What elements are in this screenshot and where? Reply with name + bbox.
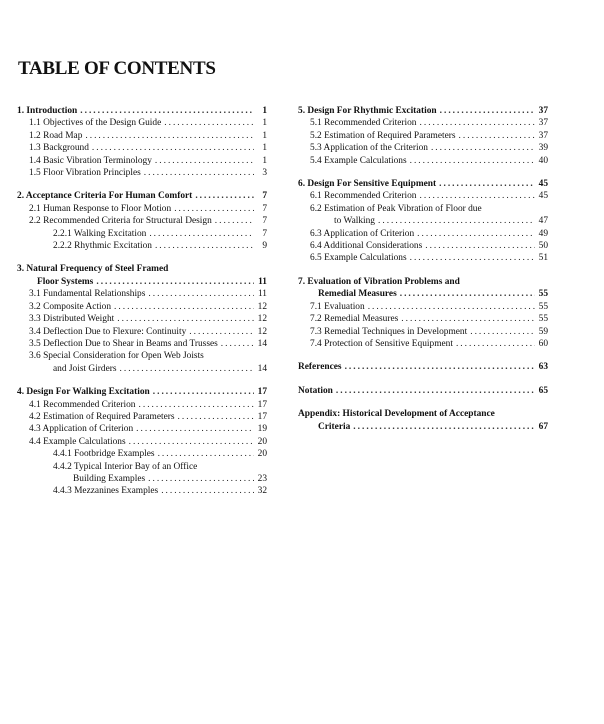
toc-entry-label: 7.3 Remedial Techniques in Development	[310, 326, 468, 337]
dot-leader	[439, 178, 535, 190]
toc-entry[interactable]	[17, 473, 267, 485]
toc-section-heading-page-number: 45	[538, 179, 548, 190]
toc-entry-label: 1.4 Basic Vibration Terminology	[29, 155, 152, 166]
toc-section-heading-label: Appendix: Historical Development of Acceptance	[298, 409, 495, 420]
dot-leader	[120, 363, 254, 375]
toc-section-heading[interactable]	[298, 361, 548, 373]
toc-entry-page-number: 59	[538, 326, 548, 337]
toc-entry[interactable]	[17, 436, 267, 448]
toc-section-heading-page-number: 67	[538, 421, 548, 432]
toc-section-heading-label: 7. Evaluation of Vibration Problems and	[298, 276, 460, 287]
toc-entry-label: 1.1 Objectives of the Design Guide	[29, 118, 162, 129]
toc-section-heading-label: 2. Acceptance Criteria For Human Comfort	[17, 191, 193, 202]
toc-entry-page-number: 12	[257, 326, 267, 337]
toc-section-heading-label: References	[298, 362, 342, 373]
toc-entry-page-number: 9	[262, 241, 267, 252]
toc-entry[interactable]	[298, 190, 548, 202]
toc-entry-page-number: 55	[538, 314, 548, 325]
dot-leader	[139, 399, 255, 411]
toc-entry[interactable]	[17, 155, 267, 167]
toc-entry-page-number: 17	[257, 399, 267, 410]
dot-leader	[158, 448, 254, 460]
toc-entry-page-number: 32	[257, 486, 267, 497]
dot-leader	[161, 485, 254, 497]
toc-entry[interactable]	[298, 130, 548, 142]
dot-leader	[345, 361, 535, 373]
toc-entry[interactable]	[17, 203, 267, 215]
toc-entry[interactable]	[17, 167, 267, 179]
toc-entry-label: 2.2.1 Walking Excitation	[53, 228, 147, 239]
toc-section	[17, 190, 267, 252]
toc-entry[interactable]	[17, 363, 267, 375]
toc-entry[interactable]	[17, 485, 267, 497]
toc-section-heading[interactable]	[298, 288, 548, 300]
toc-section	[298, 276, 548, 350]
toc-entry-page-number: 40	[538, 155, 548, 166]
toc-entry-page-number: 3	[262, 168, 267, 179]
toc-entry[interactable]	[17, 215, 267, 227]
dot-leader	[174, 203, 254, 215]
toc-entry-label: 1.3 Background	[29, 143, 89, 154]
toc-entry-label: 6.1 Recommended Criterion	[310, 191, 417, 202]
toc-section-heading-label-line	[298, 408, 548, 420]
toc-section-heading-label: 3. Natural Frequency of Steel Framed	[17, 264, 169, 275]
toc-section	[298, 105, 548, 167]
toc-entry[interactable]	[17, 142, 267, 154]
toc-section-heading-page-number: 55	[538, 289, 548, 300]
toc-entry-label: 6.4 Additional Considerations	[310, 241, 423, 252]
toc-section-heading[interactable]	[17, 386, 267, 398]
dot-leader	[470, 326, 535, 338]
toc-entry-label: 7.4 Protection of Sensitive Equipment	[310, 338, 453, 349]
toc-entry[interactable]	[298, 313, 548, 325]
toc-entry-page-number: 45	[538, 191, 548, 202]
toc-entry[interactable]	[298, 228, 548, 240]
toc-entry-page-number: 20	[257, 436, 267, 447]
toc-section-heading-label: 6. Design For Sensitive Equipment	[298, 179, 437, 190]
dot-leader	[129, 436, 254, 448]
toc-entry-label-continued: and Joist Girders	[53, 363, 117, 374]
dot-leader	[136, 423, 254, 435]
toc-section-heading-label: Notation	[298, 385, 333, 396]
toc-entry[interactable]	[17, 130, 267, 142]
dot-leader	[440, 105, 535, 117]
toc-section-heading[interactable]	[17, 105, 267, 117]
toc-entry-page-number: 23	[257, 473, 267, 484]
toc-entry[interactable]	[298, 142, 548, 154]
dot-leader	[148, 473, 254, 485]
dot-leader	[353, 421, 535, 433]
toc-entry-label: 2.2.2 Rhythmic Excitation	[53, 241, 152, 252]
toc-entry[interactable]	[17, 448, 267, 460]
toc-entry[interactable]	[17, 411, 267, 423]
toc-entry-page-number: 12	[257, 314, 267, 325]
toc-section-heading-label: 5. Design For Rhythmic Excitation	[298, 106, 437, 116]
toc-section-heading-page-number: 65	[538, 385, 548, 396]
toc-entry-label: 7.1 Evaluation	[310, 301, 365, 312]
dot-leader	[195, 190, 254, 202]
toc-entry-page-number: 17	[257, 411, 267, 422]
toc-entry-page-number: 1	[262, 130, 267, 141]
toc-section-heading[interactable]	[298, 385, 548, 397]
toc-entry-page-number: 50	[538, 241, 548, 252]
toc-entry[interactable]	[298, 338, 548, 350]
toc-entry-label: 4.4.3 Mezzanines Examples	[53, 486, 159, 497]
toc-entry[interactable]	[17, 326, 267, 338]
toc-entry-page-number: 49	[538, 228, 548, 239]
toc-left-column	[17, 105, 267, 509]
toc-section-heading[interactable]	[17, 190, 267, 202]
toc-entry-label: 4.4 Example Calculations	[29, 436, 126, 447]
toc-section-heading-page-number: 11	[258, 276, 267, 287]
toc-section	[17, 105, 267, 179]
toc-entry-label: 6.5 Example Calculations	[310, 253, 407, 264]
toc-section-heading-page-number: 63	[538, 362, 548, 373]
dot-leader	[149, 228, 254, 240]
toc-entry-page-number: 37	[538, 118, 548, 129]
toc-entry-label-continued: Building Examples	[73, 473, 146, 484]
toc-entry[interactable]	[298, 326, 548, 338]
dot-leader	[400, 288, 535, 300]
toc-entry-label: 3.3 Distributed Weight	[29, 314, 115, 325]
toc-entry-label: 5.1 Recommended Criterion	[310, 118, 417, 129]
dot-leader	[378, 215, 535, 227]
dot-leader	[178, 411, 254, 423]
toc-entry-label: 3.2 Composite Action	[29, 301, 112, 312]
toc-entry-page-number: 11	[257, 289, 267, 300]
toc-entry-label: 1.2 Road Map	[29, 130, 83, 141]
toc-entry[interactable]	[298, 155, 548, 167]
toc-entry-label: 3.1 Fundamental Relationships	[29, 289, 146, 300]
toc-entry-label: 4.1 Recommended Criterion	[29, 399, 136, 410]
toc-entry-page-number: 55	[538, 301, 548, 312]
dot-leader	[189, 326, 254, 338]
toc-section	[17, 386, 267, 498]
dot-leader	[420, 117, 536, 129]
toc-entry-label: 5.4 Example Calculations	[310, 155, 407, 166]
dot-leader	[420, 190, 536, 202]
toc-section	[298, 361, 548, 373]
toc-entry-label-line	[17, 461, 267, 473]
toc-entry-page-number: 20	[257, 449, 267, 460]
toc-section	[17, 263, 267, 375]
toc-entry[interactable]	[17, 228, 267, 240]
toc-section-heading-page-number: 37	[538, 106, 548, 116]
dot-leader	[401, 313, 535, 325]
toc-entry-label: 4.2 Estimation of Required Parameters	[29, 411, 175, 422]
toc-entry-label-continued: to Walking	[334, 216, 375, 227]
toc-entry[interactable]	[17, 338, 267, 350]
toc-entry-page-number: 14	[257, 363, 267, 374]
dot-leader	[417, 228, 535, 240]
dot-leader	[459, 130, 535, 142]
toc-section	[298, 385, 548, 397]
toc-entry-page-number: 60	[538, 338, 548, 349]
toc-entry-label: 2.2 Recommended Criteria for Structural Design	[29, 216, 212, 227]
toc-entry-label: 4.3 Application of Criterion	[29, 424, 134, 435]
toc-section	[298, 178, 548, 265]
toc-entry-label: 5.3 Application of the Criterion	[310, 143, 428, 154]
toc-entry[interactable]	[17, 117, 267, 129]
toc-entry[interactable]	[17, 399, 267, 411]
toc-entry-label: 3.6 Special Consideration for Open Web Joists	[29, 351, 204, 362]
dot-leader	[117, 313, 254, 325]
toc-section	[298, 408, 548, 433]
toc-entry-label: 3.5 Deflection Due to Shear in Beams and Trusses	[29, 338, 218, 349]
toc-entry-label: 4.4.2 Typical Interior Bay of an Office	[53, 461, 198, 472]
toc-section-heading-label: 1. Introduction	[17, 106, 78, 116]
toc-entry-label: 7.2 Remedial Measures	[310, 314, 399, 325]
toc-entry[interactable]	[17, 301, 267, 313]
toc-section-heading-label-continued: Criteria	[318, 421, 351, 432]
toc-section-heading-label-continued: Floor Systems	[37, 276, 94, 287]
toc-entry[interactable]	[17, 240, 267, 252]
toc-entry-page-number: 7	[262, 228, 267, 239]
toc-entry[interactable]	[298, 240, 548, 252]
toc-entry[interactable]	[298, 215, 548, 227]
toc-section-heading-label: 4. Design For Walking Excitation	[17, 387, 150, 398]
dot-leader	[148, 288, 254, 300]
toc-entry-page-number: 39	[538, 143, 548, 154]
toc-entry[interactable]	[298, 301, 548, 313]
toc-section-heading[interactable]	[298, 421, 548, 433]
toc-right-column	[298, 105, 548, 444]
toc-entry-label: 1.5 Floor Vibration Principles	[29, 168, 141, 179]
toc-entry-label: 2.1 Human Response to Floor Motion	[29, 203, 172, 214]
toc-section-heading-label-line	[298, 276, 548, 288]
dot-leader	[368, 301, 535, 313]
dot-leader	[425, 240, 535, 252]
dot-leader	[431, 142, 535, 154]
toc-entry[interactable]	[298, 252, 548, 264]
toc-section-heading-page-number: 17	[257, 387, 267, 398]
dot-leader	[155, 240, 254, 252]
dot-leader	[80, 105, 254, 117]
toc-entry-label: 4.4.1 Footbridge Examples	[53, 449, 155, 460]
toc-entry-page-number: 37	[538, 130, 548, 141]
toc-entry-label: 6.3 Application of Criterion	[310, 228, 415, 239]
dot-leader	[336, 385, 535, 397]
dot-leader	[85, 130, 254, 142]
page-title: TABLE OF CONTENTS	[18, 58, 216, 79]
toc-section-heading[interactable]	[298, 178, 548, 190]
toc-entry-label-line	[298, 203, 548, 215]
toc-entry-page-number: 14	[257, 338, 267, 349]
toc-entry-label-line	[17, 350, 267, 362]
dot-leader	[221, 338, 254, 350]
toc-entry[interactable]	[17, 288, 267, 300]
dot-leader	[456, 338, 535, 350]
toc-section-heading-label-line	[17, 263, 267, 275]
toc-entry[interactable]	[17, 313, 267, 325]
toc-entry-page-number: 1	[262, 143, 267, 154]
toc-entry[interactable]	[17, 423, 267, 435]
dot-leader	[144, 167, 254, 179]
toc-entry-label: 6.2 Estimation of Peak Vibration of Floor due	[310, 203, 482, 214]
dot-leader	[164, 117, 254, 129]
dot-leader	[215, 215, 254, 227]
dot-leader	[410, 252, 535, 264]
toc-entry-page-number: 51	[538, 253, 548, 264]
toc-section-heading-page-number: 1	[262, 106, 267, 116]
toc-entry-page-number: 7	[262, 216, 267, 227]
toc-section-heading[interactable]	[17, 276, 267, 288]
toc-entry-label: 3.4 Deflection Due to Flexure: Continuity	[29, 326, 187, 337]
toc-entry[interactable]	[298, 117, 548, 129]
toc-entry-label: 5.2 Estimation of Required Parameters	[310, 130, 456, 141]
dot-leader	[155, 155, 254, 167]
toc-section-heading-label-continued: Remedial Measures	[318, 289, 397, 300]
toc-section-heading[interactable]	[298, 105, 548, 117]
toc-entry-page-number: 19	[257, 424, 267, 435]
dot-leader	[96, 276, 254, 288]
dot-leader	[153, 386, 254, 398]
dot-leader	[410, 155, 535, 167]
dot-leader	[114, 301, 254, 313]
toc-entry-page-number: 1	[262, 118, 267, 129]
toc-entry-page-number: 47	[538, 216, 548, 227]
toc-entry-page-number: 12	[257, 301, 267, 312]
toc-section-heading-page-number: 7	[262, 191, 267, 202]
toc-entry-page-number: 7	[262, 203, 267, 214]
toc-entry-page-number: 1	[262, 155, 267, 166]
dot-leader	[92, 142, 254, 154]
